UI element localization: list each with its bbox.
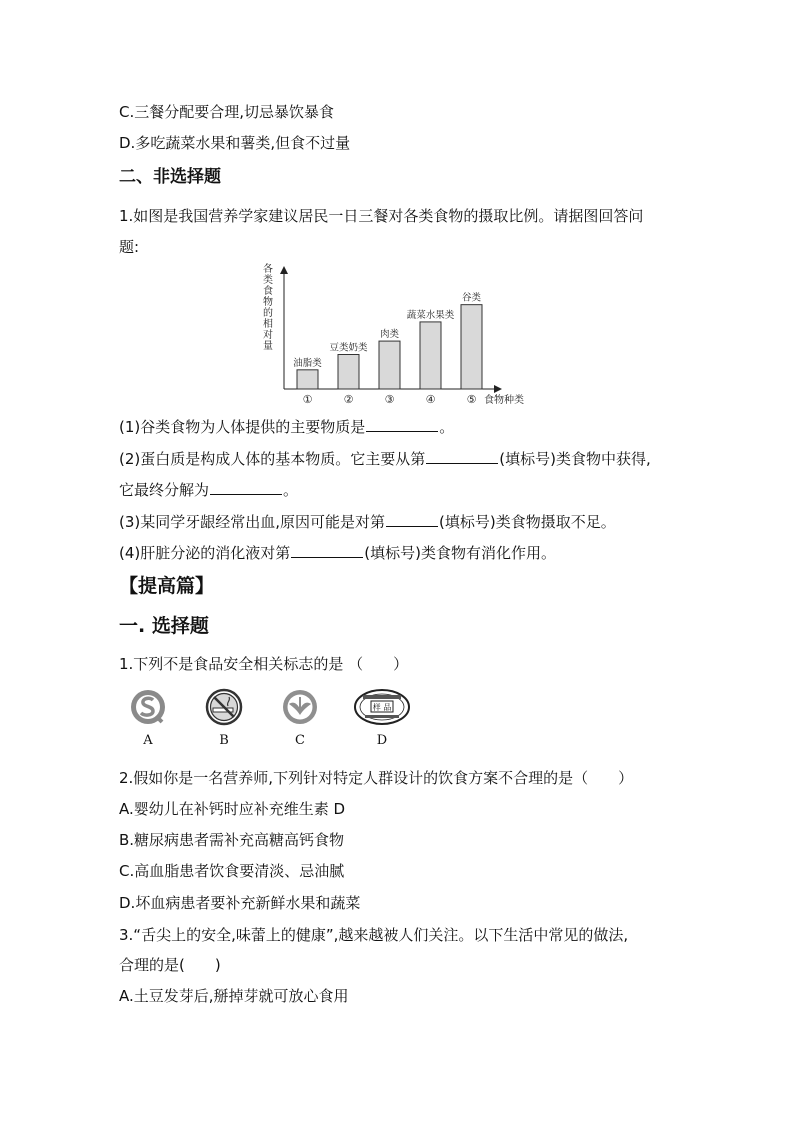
q4-option-a: A.土豆发芽后,掰掉芽就可放心食用 [119,987,349,1005]
x-tick-5: ⑤ [466,393,477,406]
answer-blank-5[interactable] [291,541,363,558]
bar-label-3: 肉类 [379,329,400,341]
bar-2 [338,355,359,390]
q1-stem-line1: 1.如图是我国营养学家建议居民一日三餐对各类食物的摄取比例。请据图回答问 [119,207,644,225]
option-c: C.三餐分配要合理,切忌暴饮暴食 [119,103,335,121]
svg-text:各: 各 [263,264,273,275]
x-axis-label: 食物种类 [484,395,524,406]
svg-text:相: 相 [263,319,273,330]
x-tick-4: ④ [425,393,436,406]
q3-option-c: C.高血脂患者饮食要清淡、忌油腻 [119,862,345,880]
svg-text:对: 对 [263,330,273,341]
q3-option-d: D.坏血病患者要补充新鲜水果和蔬菜 [119,894,361,912]
option-a-label: A [143,733,153,748]
q1-sub2-line2: 它最终分解为 。 [119,478,298,500]
svg-text:的: 的 [263,308,273,319]
logo-row [128,688,418,752]
q3-stem: 2.假如你是一名营养师,下列针对特定人群设计的饮食方案不合理的是（ ） [119,769,634,787]
option-a-logo[interactable] [128,688,168,748]
no-smoking-icon [204,688,244,726]
bar-label-1: 油脂类 [293,357,322,369]
nonchoice-heading: 二、非选择题 [119,167,221,187]
option-b-logo[interactable] [204,688,244,748]
svg-text:类: 类 [263,275,273,286]
y-axis-label [263,262,273,352]
q1-sub1: (1)谷类食物为人体提供的主要物质是 。 [119,415,454,437]
option-d: D.多吃蔬菜水果和薯类,但食不过量 [119,134,351,152]
advanced-heading: 【提高篇】 [119,575,215,597]
svg-text:物: 物 [263,297,273,308]
bar-label-4: 蔬菜水果类 [406,309,455,321]
q1-sub3: (3)某同学牙龈经常出血,原因可能是对第 (填标号)类食物摄取不足。 [119,510,616,532]
q2-stem: 1.下列不是食品安全相关标志的是 （ ） [119,655,409,673]
q1-stem-line2: 题: [119,238,140,256]
q3-option-b: B.糖尿病患者需补充高糖高钙食物 [119,831,345,849]
answer-blank-3[interactable] [210,478,282,495]
green-food-icon [280,688,320,726]
choice-heading: 一. 选择题 [119,615,209,637]
bar-3 [379,341,400,389]
product-quality-seal-icon [354,688,410,726]
answer-blank-1[interactable] [366,415,438,432]
svg-text:量: 量 [263,341,273,352]
svg-text:食: 食 [263,286,273,297]
x-tick-1: ① [302,393,313,406]
option-d-logo[interactable] [354,688,410,748]
chart-svg [262,262,532,407]
q3-option-a: A.婴幼儿在补钙时应补充维生素 D [119,800,346,818]
q1-sub4: (4)肝脏分泌的消化液对第 (填标号)类食物有消化作用。 [119,541,556,563]
option-b-label: B [219,733,229,748]
bar-1 [297,370,318,389]
svg-text:样 品: 样 品 [372,703,392,712]
option-c-logo[interactable] [280,688,320,748]
x-tick-2: ② [343,393,354,406]
food-ratio-chart [262,262,532,411]
bar-4 [420,322,441,389]
q1-sub2: (2)蛋白质是构成人体的基本物质。它主要从第 (填标号)类食物中获得, [119,447,651,469]
answer-blank-2[interactable] [426,447,498,464]
option-c-label: C [295,733,305,748]
option-d-label: D [376,733,388,748]
bar-label-2: 豆类奶类 [329,342,368,354]
x-tick-3: ③ [384,393,395,406]
q4-stem-line2: 合理的是( ) [119,956,221,974]
qs-mark-icon [128,688,168,726]
q4-stem-line1: 3.“舌尖上的安全,味蕾上的健康”,越来越被人们关注。以下生活中常见的做法, [119,926,629,944]
bar-label-5: 谷类 [461,292,482,304]
answer-blank-4[interactable] [386,510,438,527]
bar-5 [461,305,482,389]
